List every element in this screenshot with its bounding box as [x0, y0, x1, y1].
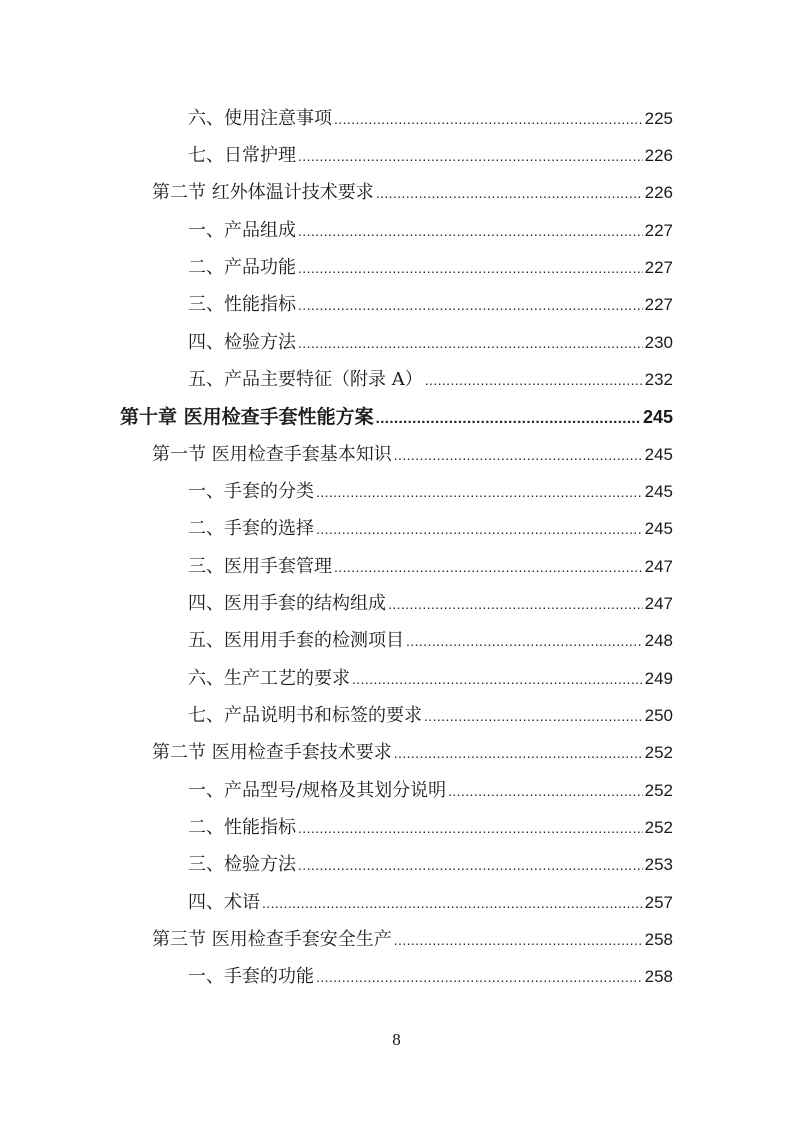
toc-chapter-entry[interactable] [120, 402, 673, 432]
toc-leader-dots [298, 328, 643, 358]
toc-entry-page: 226 [644, 183, 673, 202]
toc-leader-dots [388, 589, 643, 619]
toc-entry-page: 252 [644, 818, 673, 837]
toc-entry-page: 227 [644, 295, 673, 314]
toc-entry-page: 257 [644, 893, 673, 912]
toc-leader-dots [298, 290, 643, 320]
toc-entry[interactable] [152, 178, 673, 208]
toc-entry[interactable] [188, 776, 673, 806]
page-number: 8 [392, 1030, 401, 1049]
toc-entry-page: 245 [642, 407, 673, 427]
toc-entry-title: 二、性能指标 [188, 817, 296, 838]
toc-leader-dots [298, 253, 643, 283]
toc-entry-title: 六、使用注意事项 [188, 108, 332, 129]
toc-entry-page: 245 [644, 482, 673, 501]
toc-entry[interactable] [188, 850, 673, 880]
toc-entry-page: 248 [644, 631, 673, 650]
toc-entry-title: 第三节 医用检查手套安全生产 [152, 929, 392, 950]
toc-entry-title: 七、日常护理 [188, 145, 296, 166]
toc-entry-title: 二、产品功能 [188, 257, 296, 278]
toc-leader-dots [406, 626, 643, 656]
toc-entry-page: 247 [644, 594, 673, 613]
toc-entry-title: 四、术语 [188, 892, 260, 913]
toc-entry-page: 250 [644, 706, 673, 725]
toc-entry-page: 253 [644, 855, 673, 874]
toc-entry[interactable] [188, 813, 673, 843]
toc-leader-dots [262, 888, 643, 918]
toc-entry-title: 一、产品组成 [188, 220, 296, 241]
toc-leader-dots [316, 477, 643, 507]
toc-entry[interactable] [188, 664, 673, 694]
toc-entry-title: 二、手套的选择 [188, 518, 314, 539]
toc-entry[interactable] [152, 440, 673, 470]
toc-entry-page: 230 [644, 333, 673, 352]
toc-entry-page: 252 [644, 743, 673, 762]
toc-leader-dots [394, 925, 643, 955]
toc-entry-page: 252 [644, 781, 673, 800]
toc-entry[interactable] [188, 216, 673, 246]
toc-entry[interactable] [188, 626, 673, 656]
toc-entry-page: 232 [644, 370, 673, 389]
toc-entry-title: 七、产品说明书和标签的要求 [188, 705, 422, 726]
toc-leader-dots [298, 813, 643, 843]
toc-entry-title: 第十章 医用检查手套性能方案 [120, 406, 374, 428]
toc-entry-page: 258 [644, 930, 673, 949]
toc-entry-page: 225 [644, 109, 673, 128]
toc-leader-dots [448, 776, 643, 806]
toc-entry-page: 258 [644, 967, 673, 986]
toc-entry[interactable] [188, 589, 673, 619]
toc-leader-dots [376, 404, 641, 434]
toc-entry-title: 第二节 红外体温计技术要求 [152, 182, 374, 203]
toc-entry[interactable] [188, 552, 673, 582]
toc-entry[interactable] [152, 925, 673, 955]
toc-leader-dots [425, 365, 643, 395]
toc-entry-title: 三、检验方法 [188, 854, 296, 875]
toc-entry-page: 226 [644, 146, 673, 165]
toc-entry-title: 第一节 医用检查手套基本知识 [152, 444, 392, 465]
toc-entry-title: 五、产品主要特征（附录 A） [188, 369, 423, 390]
toc-entry-page: 245 [644, 445, 673, 464]
toc-entry[interactable] [188, 701, 673, 731]
toc-leader-dots [424, 701, 643, 731]
toc-leader-dots [316, 514, 643, 544]
toc-entry[interactable] [188, 888, 673, 918]
toc-entry-page: 227 [644, 221, 673, 240]
toc-entry-title: 三、性能指标 [188, 294, 296, 315]
toc-leader-dots [394, 738, 643, 768]
toc-entry[interactable] [188, 253, 673, 283]
toc-leader-dots [316, 962, 643, 992]
toc-leader-dots [376, 178, 643, 208]
toc-entry-title: 五、医用用手套的检测项目 [188, 630, 404, 651]
toc-entry-title: 第二节 医用检查手套技术要求 [152, 742, 392, 763]
toc-leader-dots [352, 664, 643, 694]
toc-leader-dots [298, 850, 643, 880]
toc-entry[interactable] [188, 290, 673, 320]
toc-entry[interactable] [188, 365, 673, 395]
toc-entry-page: 245 [644, 519, 673, 538]
toc-entry-title: 六、生产工艺的要求 [188, 668, 350, 689]
toc-entry-page: 227 [644, 258, 673, 277]
toc-leader-dots [394, 440, 643, 470]
toc-entry[interactable] [188, 514, 673, 544]
toc-entry-title: 三、医用手套管理 [188, 556, 332, 577]
toc-entry-title: 四、检验方法 [188, 332, 296, 353]
toc-entry-title: 一、手套的功能 [188, 966, 314, 987]
toc-entry[interactable] [188, 104, 673, 134]
toc-entry-title: 四、医用手套的结构组成 [188, 593, 386, 614]
toc-entry[interactable] [188, 962, 673, 992]
toc-entry-page: 249 [644, 669, 673, 688]
toc-entry[interactable] [188, 477, 673, 507]
toc-entry-page: 247 [644, 557, 673, 576]
toc-leader-dots [334, 552, 643, 582]
toc-entry-title: 一、手套的分类 [188, 481, 314, 502]
toc-entry-title: 一、产品型号/规格及其划分说明 [188, 780, 447, 801]
toc-entry[interactable] [188, 141, 673, 171]
toc-entry[interactable] [152, 738, 673, 768]
toc-leader-dots [298, 216, 643, 246]
toc-leader-dots [334, 104, 643, 134]
toc-leader-dots [298, 141, 643, 171]
toc-entry[interactable] [188, 328, 673, 358]
